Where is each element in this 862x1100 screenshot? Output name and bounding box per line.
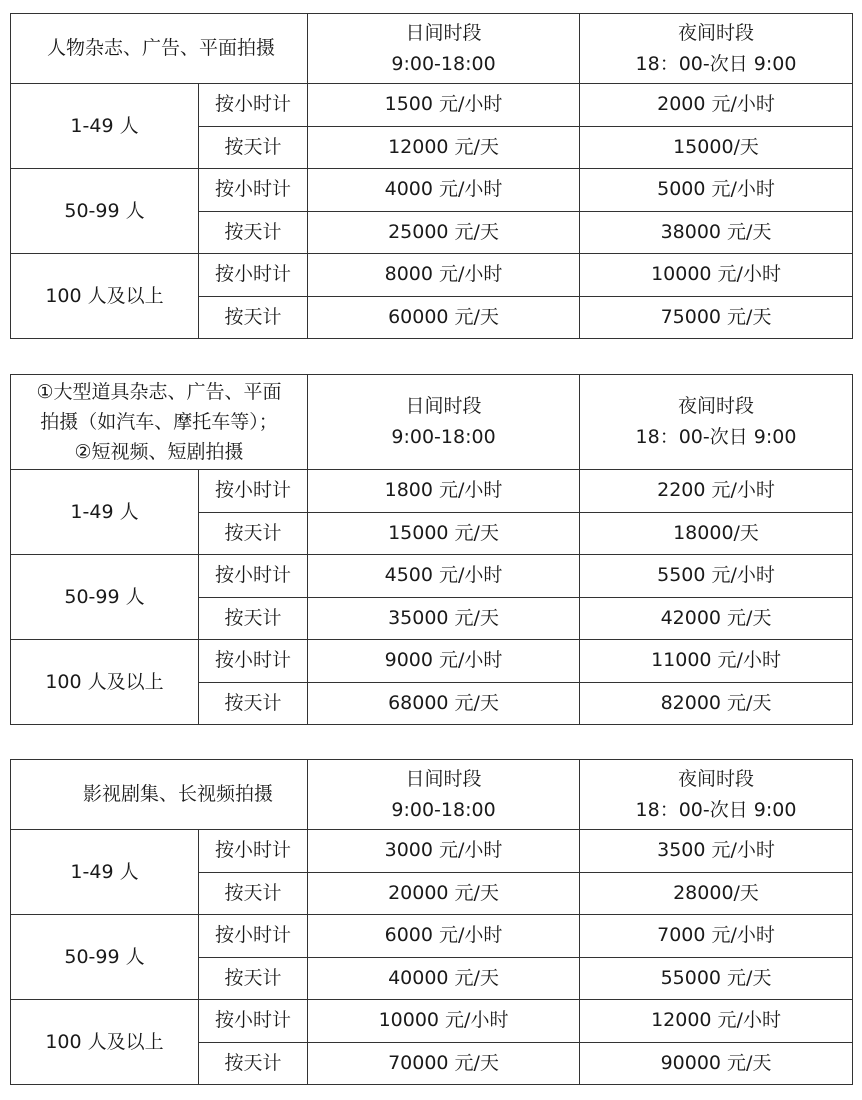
day-daily-price: 25000 元/天 bbox=[308, 211, 580, 254]
billing-hourly-label: 按小时计 bbox=[199, 915, 308, 958]
day-period-header bbox=[308, 375, 580, 470]
night-period-label: 夜间时段 bbox=[678, 395, 755, 417]
night-period-header bbox=[580, 375, 853, 470]
category-title-line-1: ①大型道具杂志、广告、平面 bbox=[36, 381, 282, 403]
night-daily-price: 55000 元/天 bbox=[580, 957, 853, 1000]
billing-hourly-label: 按小时计 bbox=[199, 470, 308, 513]
night-daily-price: 18000/天 bbox=[580, 512, 853, 555]
table-row bbox=[11, 640, 853, 683]
billing-daily-label: 按天计 bbox=[199, 512, 308, 555]
night-daily-price: 90000 元/天 bbox=[580, 1042, 853, 1085]
night-hourly-price: 2000 元/小时 bbox=[580, 84, 853, 127]
table-header-row bbox=[11, 375, 853, 470]
night-hourly-price: 2200 元/小时 bbox=[580, 470, 853, 513]
night-period-hours: 18：00-次日 9:00 bbox=[635, 52, 797, 75]
table-row bbox=[11, 555, 853, 598]
table-row bbox=[11, 1000, 853, 1043]
billing-hourly-label: 按小时计 bbox=[199, 830, 308, 873]
day-hourly-price: 9000 元/小时 bbox=[308, 640, 580, 683]
table-header-row bbox=[11, 760, 853, 830]
night-hourly-price: 10000 元/小时 bbox=[580, 254, 853, 297]
night-daily-price: 28000/天 bbox=[580, 872, 853, 915]
night-hourly-price: 3500 元/小时 bbox=[580, 830, 853, 873]
night-period-label: 夜间时段 bbox=[678, 21, 755, 44]
day-hourly-price: 4500 元/小时 bbox=[308, 555, 580, 598]
night-period-label: 夜间时段 bbox=[678, 767, 755, 790]
night-daily-price: 15000/天 bbox=[580, 126, 853, 169]
day-hourly-price: 6000 元/小时 bbox=[308, 915, 580, 958]
category-title-line-3: ②短视频、短剧拍摄 bbox=[74, 441, 244, 463]
day-daily-price: 20000 元/天 bbox=[308, 872, 580, 915]
people-count-cell: 50-99 人 bbox=[11, 915, 199, 1000]
day-daily-price: 68000 元/天 bbox=[308, 682, 580, 725]
day-daily-price: 60000 元/天 bbox=[308, 296, 580, 339]
category-title: 影视剧集、长视频拍摄 bbox=[83, 783, 274, 805]
table-row bbox=[11, 830, 853, 873]
day-period-label: 日间时段 bbox=[405, 767, 482, 790]
night-period-hours: 18：00-次日 9:00 bbox=[635, 798, 797, 821]
day-hourly-price: 10000 元/小时 bbox=[308, 1000, 580, 1043]
category-title-cell bbox=[11, 14, 308, 84]
billing-hourly-label: 按小时计 bbox=[199, 84, 308, 127]
billing-hourly-label: 按小时计 bbox=[199, 640, 308, 683]
day-hourly-price: 1800 元/小时 bbox=[308, 470, 580, 513]
rate-table-portrait-ads bbox=[10, 13, 853, 339]
day-daily-price: 35000 元/天 bbox=[308, 597, 580, 640]
day-period-label: 日间时段 bbox=[405, 21, 482, 44]
table-row bbox=[11, 254, 853, 297]
table-row bbox=[11, 169, 853, 212]
day-period-label: 日间时段 bbox=[405, 395, 482, 417]
billing-daily-label: 按天计 bbox=[199, 872, 308, 915]
day-hourly-price: 1500 元/小时 bbox=[308, 84, 580, 127]
day-period-hours: 9:00-18:00 bbox=[391, 52, 496, 75]
night-period-hours: 18：00-次日 9:00 bbox=[635, 426, 797, 448]
day-daily-price: 15000 元/天 bbox=[308, 512, 580, 555]
night-daily-price: 38000 元/天 bbox=[580, 211, 853, 254]
day-hourly-price: 4000 元/小时 bbox=[308, 169, 580, 212]
category-title-line-2: 拍摄（如汽车、摩托车等）； bbox=[40, 411, 278, 433]
day-daily-price: 12000 元/天 bbox=[308, 126, 580, 169]
people-count-cell: 1-49 人 bbox=[11, 830, 199, 915]
category-title-cell bbox=[11, 375, 308, 470]
billing-daily-label: 按天计 bbox=[199, 1042, 308, 1085]
night-period-header bbox=[580, 760, 853, 830]
day-daily-price: 40000 元/天 bbox=[308, 957, 580, 1000]
night-daily-price: 42000 元/天 bbox=[580, 597, 853, 640]
table-row bbox=[11, 915, 853, 958]
billing-hourly-label: 按小时计 bbox=[199, 169, 308, 212]
people-count-cell: 50-99 人 bbox=[11, 555, 199, 640]
people-count-cell: 100 人及以上 bbox=[11, 640, 199, 725]
billing-daily-label: 按天计 bbox=[199, 957, 308, 1000]
night-hourly-price: 5000 元/小时 bbox=[580, 169, 853, 212]
people-count-cell: 1-49 人 bbox=[11, 84, 199, 169]
billing-daily-label: 按天计 bbox=[199, 126, 308, 169]
day-daily-price: 70000 元/天 bbox=[308, 1042, 580, 1085]
billing-daily-label: 按天计 bbox=[199, 296, 308, 339]
day-period-header bbox=[308, 14, 580, 84]
people-count-cell: 100 人及以上 bbox=[11, 254, 199, 339]
billing-daily-label: 按天计 bbox=[199, 597, 308, 640]
night-hourly-price: 7000 元/小时 bbox=[580, 915, 853, 958]
rate-table-film-tv-long-video bbox=[10, 759, 853, 1085]
category-title: 人物杂志、广告、平面拍摄 bbox=[47, 37, 276, 59]
day-period-header bbox=[308, 760, 580, 830]
billing-hourly-label: 按小时计 bbox=[199, 1000, 308, 1043]
night-hourly-price: 12000 元/小时 bbox=[580, 1000, 853, 1043]
people-count-cell: 50-99 人 bbox=[11, 169, 199, 254]
billing-hourly-label: 按小时计 bbox=[199, 555, 308, 598]
billing-daily-label: 按天计 bbox=[199, 211, 308, 254]
table-row bbox=[11, 470, 853, 513]
people-count-cell: 1-49 人 bbox=[11, 470, 199, 555]
day-hourly-price: 3000 元/小时 bbox=[308, 830, 580, 873]
night-period-header bbox=[580, 14, 853, 84]
billing-hourly-label: 按小时计 bbox=[199, 254, 308, 297]
people-count-cell: 100 人及以上 bbox=[11, 1000, 199, 1085]
night-daily-price: 82000 元/天 bbox=[580, 682, 853, 725]
table-header-row bbox=[11, 14, 853, 84]
day-period-hours: 9:00-18:00 bbox=[391, 426, 496, 448]
night-daily-price: 75000 元/天 bbox=[580, 296, 853, 339]
day-hourly-price: 8000 元/小时 bbox=[308, 254, 580, 297]
category-title-cell bbox=[11, 760, 308, 830]
night-hourly-price: 5500 元/小时 bbox=[580, 555, 853, 598]
rate-table-large-props-short-video bbox=[10, 374, 853, 725]
billing-daily-label: 按天计 bbox=[199, 682, 308, 725]
day-period-hours: 9:00-18:00 bbox=[391, 798, 496, 821]
night-hourly-price: 11000 元/小时 bbox=[580, 640, 853, 683]
table-row bbox=[11, 84, 853, 127]
